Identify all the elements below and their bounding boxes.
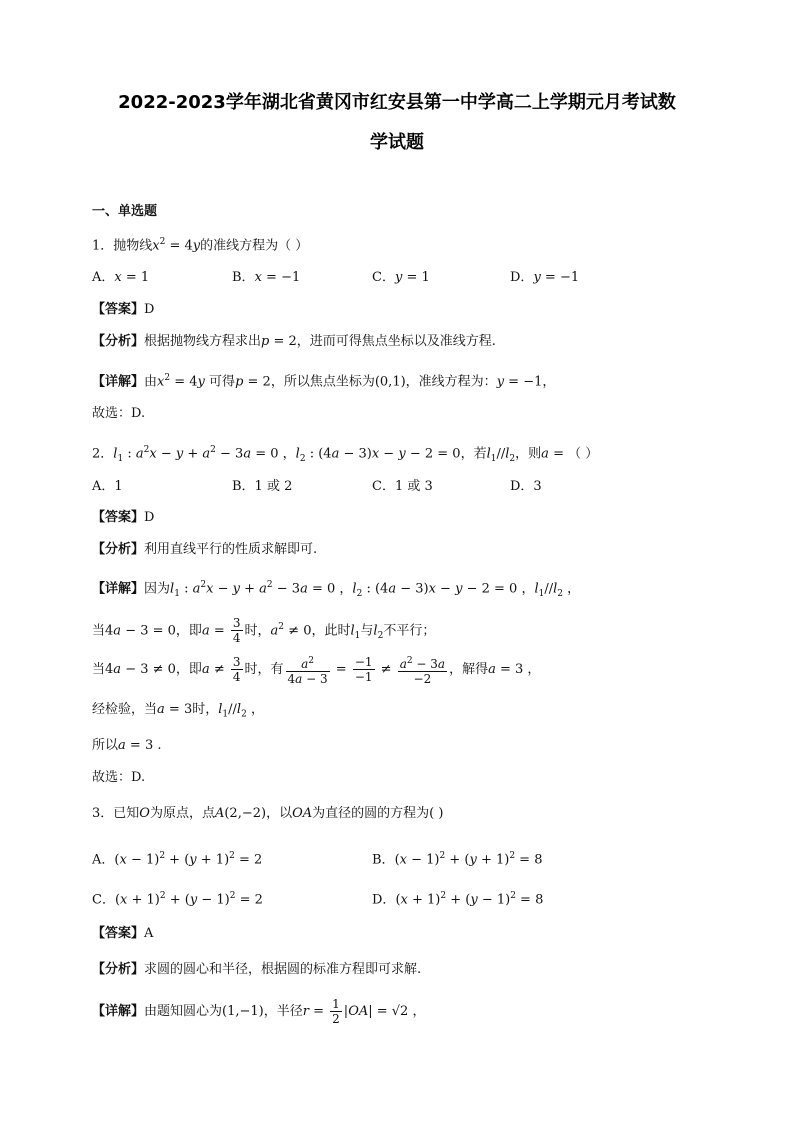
question-2-stem: 2．$l_1$ : $a^2x - y + a^2 - 3a = 0$ ，$l_2$ : (4a − 3)x − y − 2 = 0，若$l_1//l_2$，则a = （ ）	[92, 445, 599, 464]
q2-option-a: A．1	[92, 479, 123, 494]
q1-option-b: B．x = −1	[232, 270, 301, 285]
q3-option-a: A．$(x - 1)^2 + (y + 1)^2 = 2$	[92, 851, 263, 868]
section-heading: 一、单选题	[92, 204, 158, 219]
q1-option-c: C．y = 1	[372, 270, 430, 285]
q1-choose: 故选：D.	[92, 406, 146, 421]
q1-detail: 【详解】由$x^2 = 4y$ 可得p = 2，所以焦点坐标为(0,1)，准线方程为：y = −1，	[92, 373, 556, 390]
q1-option-a: A．x = 1	[92, 270, 150, 285]
q2-check: 经检验，当a = 3时，$l_1//l_2$ ，	[92, 702, 264, 720]
q2-option-c: C．1 或 3	[372, 479, 433, 494]
q3-option-b: B．$(x - 1)^2 + (y + 1)^2 = 8$	[372, 851, 543, 868]
q3-option-c: C．$(x + 1)^2 + (y - 1)^2 = 2$	[92, 891, 263, 908]
q2-detail: 【详解】因为$l_1$ : $a^2x - y + a^2 - 3a = 0$ ，$l_2$ : (4a − 3)x − y − 2 = 0 ，$l_1//l_2$ ，	[92, 580, 581, 599]
q2-case1: 当4a − 3 = 0，即a = $\frac{3}{4}$ 时，$a^2 \ne 0$，此时$l_1$与$l_2$不平行；	[92, 616, 436, 646]
q2-analysis: 【分析】利用直线平行的性质求解即可.	[92, 542, 318, 557]
q2-case2: 当4a − 3 ≠ 0，即a ≠ $\frac{3}{4}$ 时，有 $\frac{a^2}{4a - 3}$ = $\frac{-1}{-1}$ ≠ $\frac{a^2 - 3a}{-2}$ ，解得a = 3 ，	[92, 655, 541, 686]
q2-choose: 故选：D.	[92, 770, 146, 785]
question-1-stem: 1．抛物线$x^2 = 4y$的准线方程为（ ）	[92, 237, 309, 254]
q2-option-b: B．1 或 2	[232, 479, 293, 494]
document-title-line1: 2022-2023学年湖北省黄冈市红安县第一中学高二上学期元月考试数	[118, 92, 676, 113]
q2-option-d: D．3	[510, 479, 542, 494]
q1-option-d: D．y = −1	[510, 270, 580, 285]
q3-analysis: 【分析】求圆的圆心和半径，根据圆的标准方程即可求解.	[92, 962, 422, 977]
q3-detail: 【详解】由题知圆心为(1,−1)，半径r = $\frac{1}{2}$ |OA| = √2 ，	[92, 997, 426, 1026]
q3-option-d: D．$(x + 1)^2 + (y - 1)^2 = 8$	[372, 891, 544, 908]
q3-answer: 【答案】A	[92, 926, 154, 941]
q1-answer: 【答案】D	[92, 302, 155, 317]
document-title-line2: 学试题	[370, 132, 424, 153]
question-3-stem: 3．已知O为原点，点A(2,−2)，以OA为直径的圆的方程为( )	[92, 806, 444, 821]
q1-analysis: 【分析】根据抛物线方程求出p = 2，进而可得焦点坐标以及准线方程.	[92, 334, 496, 349]
fraction-three-quarters: $\frac{3}{4}$	[232, 616, 241, 646]
q2-answer: 【答案】D	[92, 510, 155, 525]
q2-conclusion: 所以a = 3 .	[92, 738, 162, 753]
